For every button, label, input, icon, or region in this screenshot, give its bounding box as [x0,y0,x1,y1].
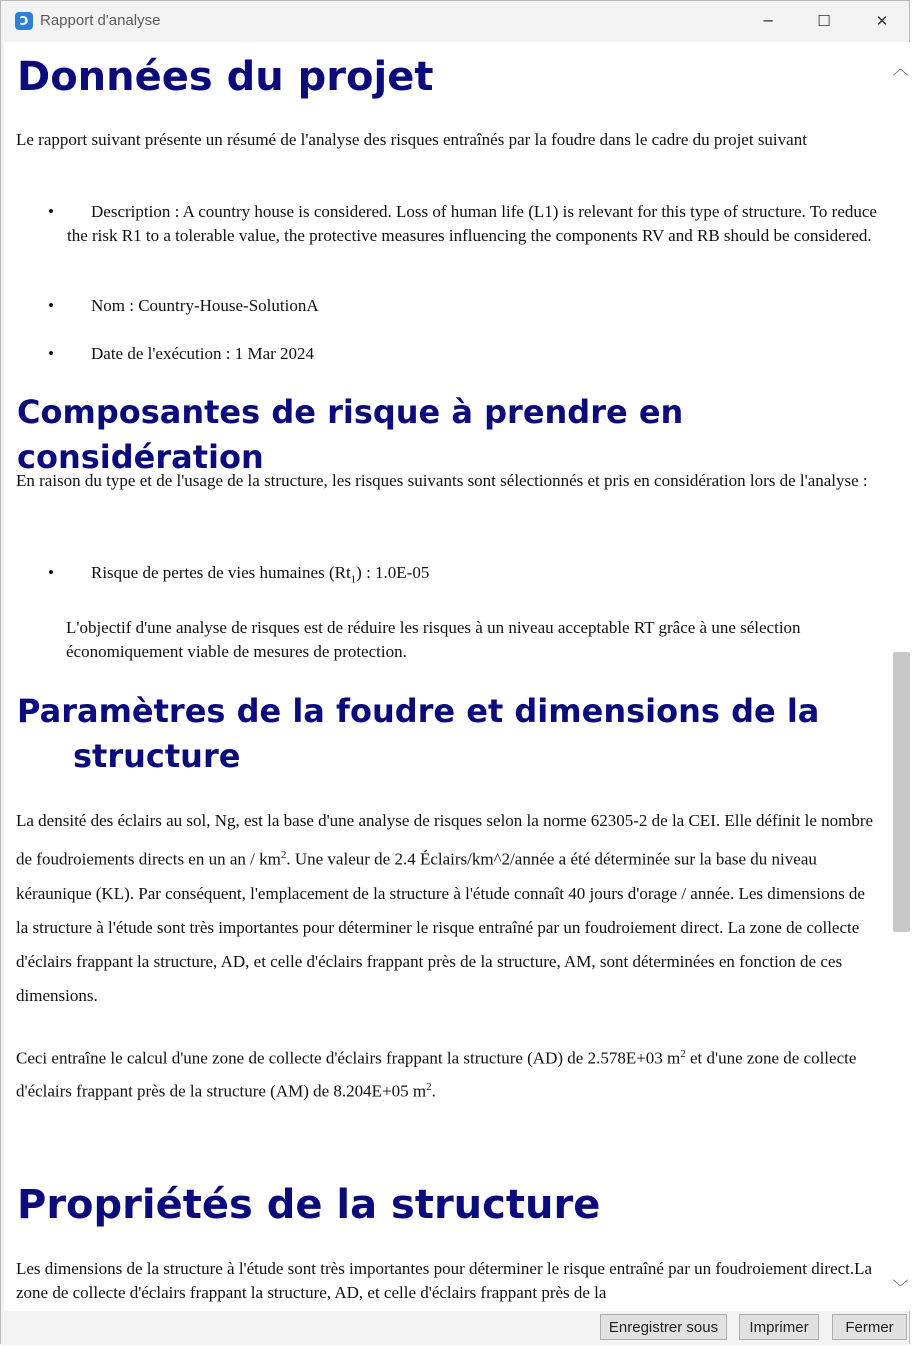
risk-value-text: Risque de pertes de vies humaines $(Rt_1)$ : 1.0E-05 [91,563,430,586]
risk-objective-text: L'objectif d'une analyse de risques est de réduire les risques à un niveau acceptable RT grâce à une sélection économiquement viable de mesures de protection. [66,618,801,661]
report-content [4,42,890,1311]
execution-date-text: Date de l'exécution : 1 Mar 2024 [91,344,315,363]
project-data-heading: Données du projet [17,54,434,100]
lightning-parameters-heading: Paramètres de la foudre et dimensions de la structure [17,692,820,775]
lightning-density-paragraph: La densité des éclairs au sol, Ng, est la base d'une analyse de risques selon la norme 62305-2 de la CEI. Elle définit le nombre de foudroiements directs en un an / $km^2$. Une valeur de 2.4 Éclairs/km^2/année a été déterminée sur la base du niveau kéraunique (KL). Par conséquent, l'emplacement de la structure à l'étude connaît 40 jours d'orage / année. Les dimensions de la structure à l'étude sont très importantes pour déterminer le risque entraîné par un foudroiement direct. La zone de collecte d'éclairs frappant la structure, AD, et celle d'éclairs frappant près de la structure, AM, sont déterminées en fonction de ces dimensions. [16,811,874,1005]
structure-properties-intro: Les dimensions de la structure à l'étude sont très importantes pour déterminer le risque entraîné par un foudroiement direct.La zone de collecte d'éclairs frappant la structure, AD, et celle d'éclairs frappant près de la [16,1259,873,1302]
app-logo-icon: Ↄ [15,12,33,30]
list-item [48,342,878,366]
close-button[interactable]: Fermer [832,1314,907,1340]
save-as-button[interactable]: Enregistrer sous [600,1314,727,1340]
window-title: Rapport d'analyse [40,12,161,29]
close-window-button[interactable]: ✕ [875,12,889,30]
project-intro: Le rapport suivant présente un résumé de l'analyse des risques entraînés par la foudre dans le cadre du projet suivant [16,130,807,149]
project-name-text: Nom : Country-House-SolutionA [91,296,319,315]
scroll-up-icon[interactable]: ︿ [892,59,909,78]
button-bar [1,1311,909,1345]
vertical-scrollbar[interactable] [890,42,911,1311]
structure-properties-heading: Propriétés de la structure [17,1182,601,1228]
description-text: Description : A country house is considered. Loss of human life (L1) is relevant for this type of structure. To reduce the risk R1 to a tolerable value, the protective measures influencing the components RV and RB should be considered. [67,202,877,245]
title-bar [1,1,909,41]
risk-intro: En raison du type et de l'usage de la structure, les risques suivants sont sélectionnés et pris en considération lors de l'analyse : [16,471,868,490]
maximize-button[interactable]: ☐ [817,12,831,30]
list-item [48,200,878,248]
list-item [48,294,878,318]
minimize-button[interactable]: ─ [763,12,773,30]
bullet-dot: • [48,202,54,221]
collection-area-paragraph: Ceci entraîne le calcul d'une zone de collecte d'éclairs frappant la structure (AD) de 2.578E+03 $m^2$ et d'une zone de collecte d'éclairs frappant près de la structure (AM) de 8.204E+05 $m^2$. [16,1048,857,1101]
bullet-dot: • [48,344,54,363]
bullet-dot: • [48,296,54,315]
list-item [48,561,878,591]
bullet-dot: • [48,563,54,582]
scroll-thumb[interactable] [893,652,910,932]
risk-components-heading: Composantes de risque à prendre en considération [17,393,684,476]
print-button[interactable]: Imprimer [739,1314,819,1340]
scroll-down-icon[interactable]: ﹀ [892,1278,909,1297]
